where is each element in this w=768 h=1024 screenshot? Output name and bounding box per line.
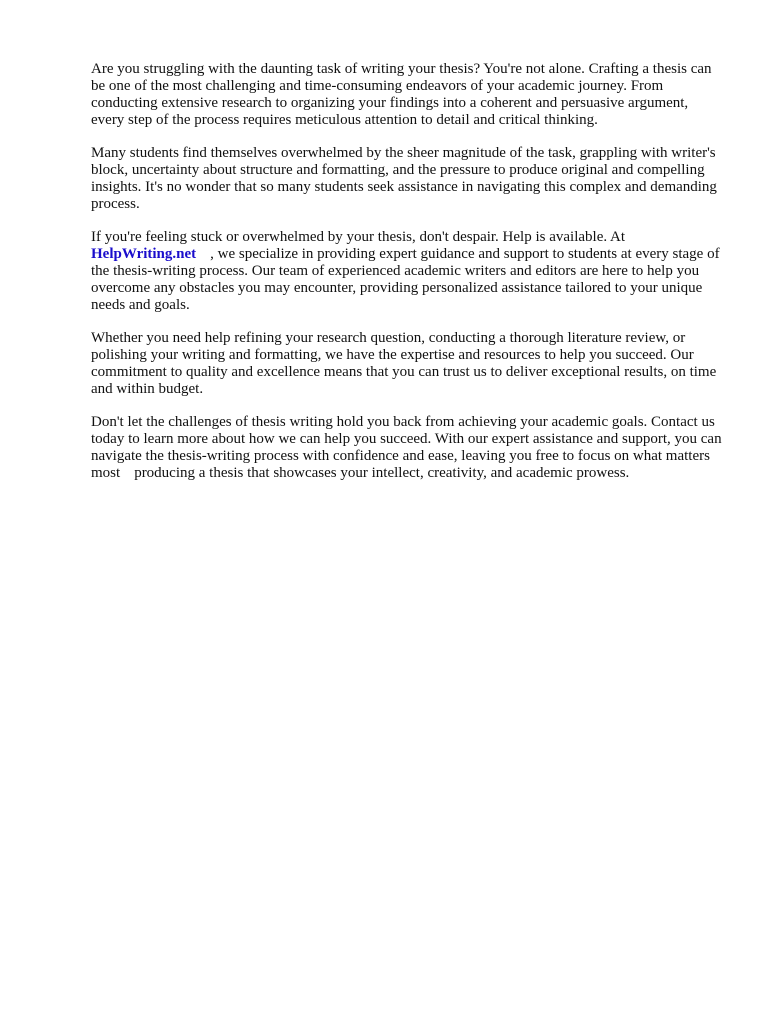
paragraph-4 — [91, 330, 723, 398]
paragraph-5-first-text: Don't let the challenges of thesis writing hold you back from achieving your academic goals. Contact us today to learn more about how we can help you succeed. With our expert assistance and support, you can navigate the thesis-writing process with confidence and ease, leaving you free to focus on what matters most — [91, 414, 722, 481]
paragraph-1 — [91, 61, 723, 129]
paragraph-2 — [91, 145, 723, 213]
helpwriting-link[interactable]: HelpWriting.net — [91, 246, 197, 262]
paragraph-3-intro-text: If you're feeling stuck or overwhelmed by your thesis, don't despair. Help is available. At — [91, 229, 626, 245]
paragraph-1-text: Are you struggling with the daunting task of writing your thesis? You're not alone. Crafting a thesis can be one of the most challenging and time-consuming endeavors of your academic journey. From conducting extensive research to organizing your findings into a coherent and persuasive argument, every step of the process requires meticulous attention to detail and critical thinking. — [91, 61, 712, 128]
paragraph-5 — [91, 414, 723, 482]
paragraph-5-last-text: producing a thesis that showcases your intellect, creativity, and academic prowess. — [134, 465, 630, 481]
paragraph-2-text: Many students find themselves overwhelmed by the sheer magnitude of the task, grappling with writer's block, uncertainty about structure and formatting, and the pressure to produce original and compelling insights. It's no wonder that so many students seek assistance in navigating this complex and demanding process. — [91, 145, 717, 212]
paragraph-3-body-text: , we specialize in providing expert guidance and support to students at every stage of the thesis-writing process. Our team of experienced academic writers and editors are here to help you overcome any obstacles you may encounter, providing personalized assistance tailored to your unique needs and goals. — [91, 246, 720, 313]
paragraph-4-text: Whether you need help refining your research question, conducting a thorough literature review, or polishing your writing and formatting, we have the expertise and resources to help you succeed. Our commitment to quality and excellence means that you can trust us to deliver exceptional results, on time and within budget. — [91, 330, 717, 397]
paragraph-3 — [91, 229, 723, 314]
document-body — [91, 61, 723, 498]
